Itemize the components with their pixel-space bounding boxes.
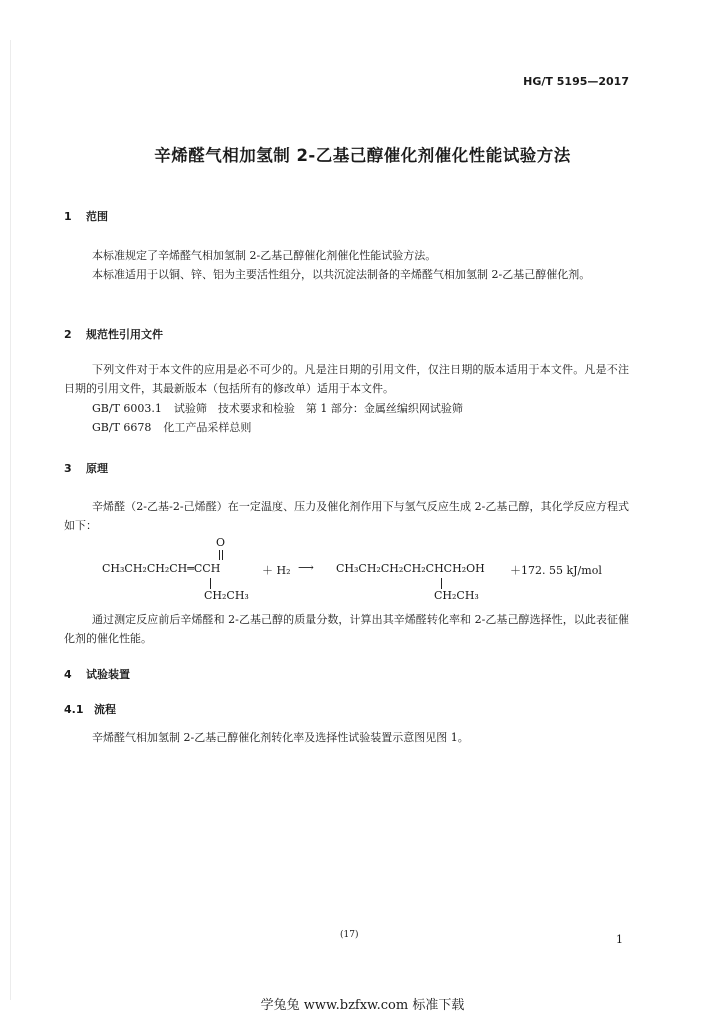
section-title: 流程 bbox=[94, 703, 116, 716]
product-branch: CH₂CH₃ bbox=[434, 589, 479, 602]
reference-code: GB/T 6678 bbox=[92, 421, 152, 434]
page-number: 1 bbox=[616, 933, 623, 946]
reference-code: GB/T 6003.1 bbox=[92, 402, 162, 415]
section-2-heading bbox=[64, 326, 163, 342]
section-2-para-1: 下列文件对于本文件的应用是必不可少的。凡是注日期的引用文件，仅注日期的版本适用于本文件。凡是不注日期的引用文件，其最新版本（包括所有的修改单）适用于本文件。 bbox=[64, 363, 629, 395]
section-1-para-2: 本标准适用于以铜、锌、铝为主要活性组分，以共沉淀法制备的辛烯醛气相加氢制 2-乙基己醇催化剂。 bbox=[92, 268, 591, 281]
section-title: 规范性引用文件 bbox=[86, 328, 163, 341]
footer-page-label: (17) bbox=[340, 930, 359, 940]
section-title: 试验装置 bbox=[86, 668, 130, 681]
product-formula: CH₃CH₂CH₂CH₂CHCH₂OH bbox=[336, 562, 485, 575]
reference-item bbox=[92, 400, 463, 416]
reactant-formula: CH₃CH₂CH₂CH═CCH bbox=[102, 562, 221, 575]
section-number: 3 bbox=[64, 462, 72, 475]
double-bond-line bbox=[219, 550, 220, 560]
reaction-enthalpy: ＋172. 55 kJ/mol bbox=[510, 564, 602, 577]
section-3-heading bbox=[64, 460, 108, 476]
watermark-text: 学兔兔 www.bzfxw.com 标准下载 bbox=[260, 998, 465, 1013]
section-1-para-1: 本标准规定了辛烯醛气相加氢制 2-乙基己醇催化剂催化性能试验方法。 bbox=[92, 249, 437, 262]
oxygen-atom: O bbox=[216, 536, 226, 549]
branch-bond-line bbox=[441, 578, 442, 589]
reference-title: 试验筛 技术要求和检验 第 1 部分：金属丝编织网试验筛 bbox=[173, 402, 463, 415]
hydrogen-term: ＋ H₂ bbox=[262, 564, 291, 577]
section-4-1-para-1: 辛烯醛气相加氢制 2-乙基己醇催化剂转化率及选择性试验装置示意图见图 1。 bbox=[92, 731, 469, 744]
section-number: 2 bbox=[64, 328, 72, 341]
section-number: 4.1 bbox=[64, 703, 84, 716]
section-3-para-1: 辛烯醛（2-乙基-2-己烯醛）在一定温度、压力及催化剂作用下与氢气反应生成 2-乙基己醇，其化学反应方程式如下： bbox=[64, 500, 629, 532]
scan-edge bbox=[10, 40, 11, 1000]
reference-title: 化工产品采样总则 bbox=[163, 421, 252, 434]
section-4-heading bbox=[64, 666, 130, 682]
section-4-1-heading bbox=[64, 701, 116, 717]
section-title: 原理 bbox=[86, 462, 108, 475]
branch-bond-line bbox=[210, 578, 211, 589]
section-number: 1 bbox=[64, 210, 72, 223]
section-1-heading bbox=[64, 208, 108, 224]
section-3-para-2: 通过测定反应前后辛烯醛和 2-乙基己醇的质量分数，计算出其辛烯醛转化率和 2-乙基己醇选择性，以此表征催化剂的催化性能。 bbox=[64, 613, 629, 645]
section-title: 范围 bbox=[86, 210, 108, 223]
standard-code: HG/T 5195—2017 bbox=[523, 75, 629, 88]
reaction-arrow: ⟶ bbox=[298, 561, 314, 574]
reactant-branch: CH₂CH₃ bbox=[204, 589, 249, 602]
section-number: 4 bbox=[64, 668, 72, 681]
reference-item bbox=[92, 419, 251, 435]
document-title: 辛烯醛气相加氢制 2-乙基己醇催化剂催化性能试验方法 bbox=[154, 146, 571, 165]
double-bond-line bbox=[222, 550, 223, 560]
